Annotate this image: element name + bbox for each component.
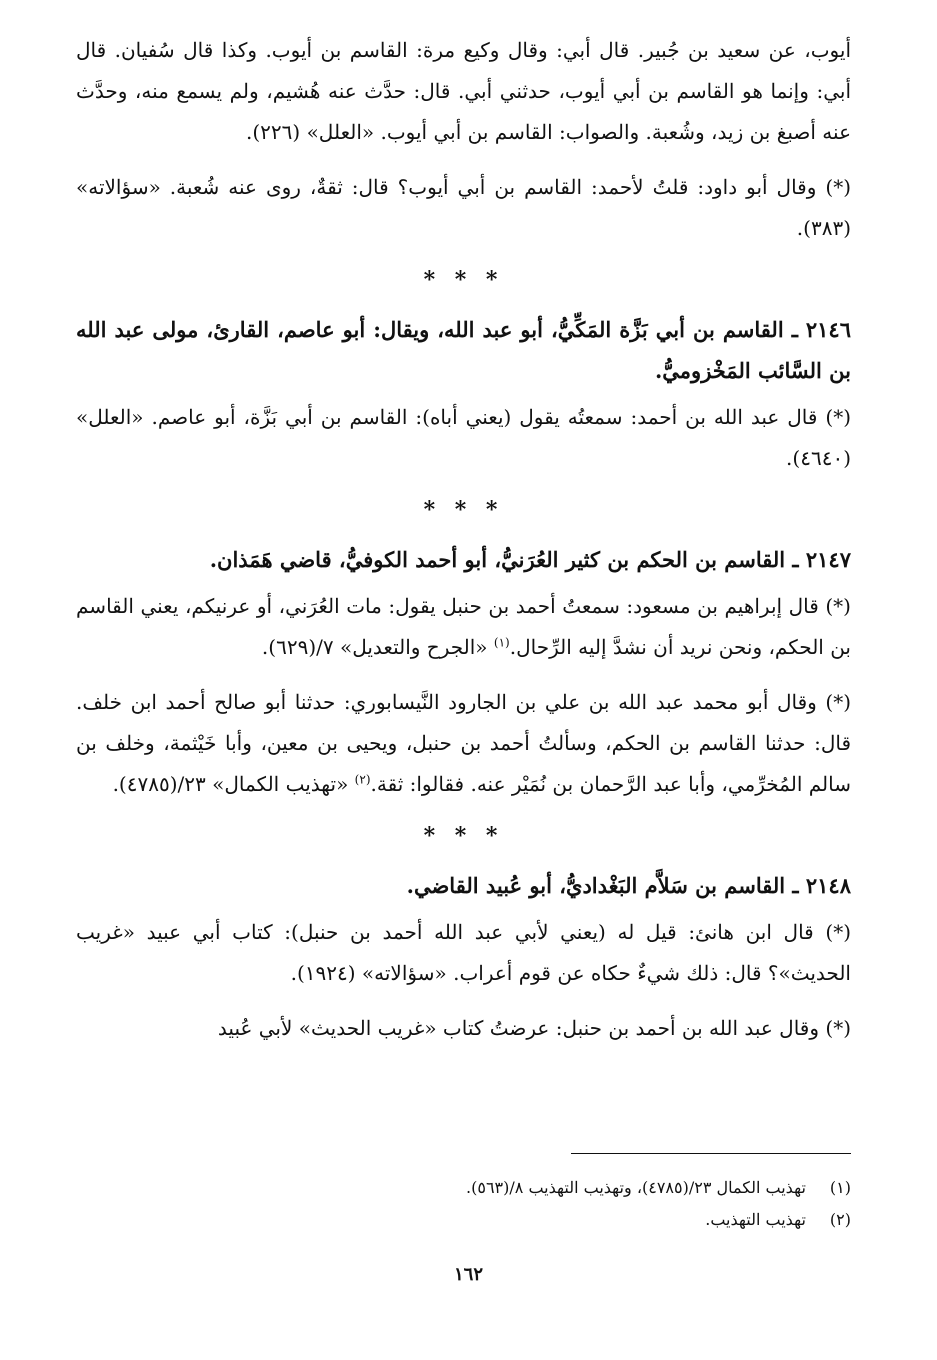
footnote-text: تهذيب الكمال ٢٣/(٤٧٨٥)، وتهذيب التهذيب ٨/(٥٦٣). [466,1178,806,1197]
entry-paragraph [76,1008,851,1049]
footnote-text: تهذيب التهذيب. [705,1210,806,1229]
paragraph-body: (*) قال إبراهيم بن مسعود: سمعتُ أحمد بن حنبل يقول: مات العُرَني، أو عرنيكم، يعني القاسم بن الحكم، ونحن نريد أن نشدَّ إليه الرِّحال. [76,594,851,659]
entry-heading: ٢١٤٨ ـ القاسم بن سَلاَّم البَغْداديُّ، أبو عُبيد القاضي. [406,873,851,898]
footnote-divider [571,1153,851,1154]
citation: «تهذيب الكمال» ٢٣/(٤٧٨٥). [112,772,355,796]
paragraph-text: (*) قال عبد الله بن أحمد: سمعتُه يقول (يعني أباه): القاسم بن أبي بَزَّة، أبو عاصم. «العلل» (٤٦٤٠). [76,405,851,470]
footnote [120,1172,851,1204]
paragraph-text: أيوب، عن سعيد بن جُبير. قال أبي: وقال وكيع مرة: القاسم بن أيوب. وكذا قال سُفيان. قال أبي: وإنما هو القاسم بن أبي أيوب، حدثني أبي. قال: حدَّث عنه هُشيم، ولم يسمع منه، وحدَّث عنه أصبغ بن زيد، وشُعبة. والصواب: القاسم بن أبي أيوب. «العلل» (٢٢٦). [76,38,851,144]
section-separator: * * * [423,267,504,293]
footnote-marker[interactable]: (١) [493,635,510,650]
page-number: ١٦٢ [453,1264,483,1285]
footnote-number: (١) [829,1178,851,1197]
entry-heading: ٢١٤٦ ـ القاسم بن أبي بَزَّة المَكِّيُّ، أبو عبد الله، ويقال: أبو عاصم، القارئ، مولى عبد الله بن السَّائب المَخْزوميُّ. [76,317,851,383]
section-separator: * * * [423,823,504,849]
paragraph-text: (*) قال ابن هانئ: قيل له (يعني لأبي عبد الله أحمد بن حنبل): كتاب أبي عبيد «غريب الحديث»؟ قال: ذلك شيءٌ حكاه عن قوم أعراب. «سؤالاته» (١٩٢٤). [76,920,851,985]
entry-2148 [76,865,851,1049]
entry-2147 [76,539,851,805]
entry-paragraph [76,586,851,668]
section-separator: * * * [423,497,504,523]
footnote-number: (٢) [829,1210,851,1229]
footnote [120,1204,851,1236]
entry-2146 [76,309,851,479]
paragraph-text [76,586,851,668]
paragraph-text [76,682,851,805]
continuation-paragraph [76,167,851,249]
citation: «الجرح والتعديل» ٧/(٦٢٩). [261,635,494,659]
continuation-paragraph [76,30,851,153]
page-body [76,30,851,1063]
entry-paragraph [76,397,851,479]
footnote-marker[interactable]: (٢) [354,772,371,787]
footnotes [120,1172,851,1236]
entry-heading: ٢١٤٧ ـ القاسم بن الحكم بن كثير العُرَنيُّ، أبو أحمد الكوفيُّ، قاضي هَمَذان. [209,547,851,572]
paragraph-text: (*) وقال أبو داود: قلتُ لأحمد: القاسم بن أبي أيوب؟ قال: ثقةٌ، روى عنه شُعبة. «سؤالاته» (٣٨٣). [76,175,851,240]
entry-paragraph [76,912,851,994]
paragraph-body: (*) وقال أبو محمد عبد الله بن علي بن الجارود النَّيسابوري: حدثنا أبو صالح أحمد ابن خلف. قال: حدثنا القاسم بن الحكم، وسألتُ أحمد بن حنبل، ويحيى بن معين، وأبا خَيْثمة، وخلف بن سالم المُخرِّمي، وأبا عبد الرَّحمان بن نُمَيْر عنه. فقالوا: ثقة. [76,690,851,796]
entry-paragraph [76,682,851,805]
paragraph-text: (*) وقال عبد الله بن أحمد بن حنبل: عرضتُ كتاب «غريب الحديث» لأبي عُبيد [217,1016,851,1040]
